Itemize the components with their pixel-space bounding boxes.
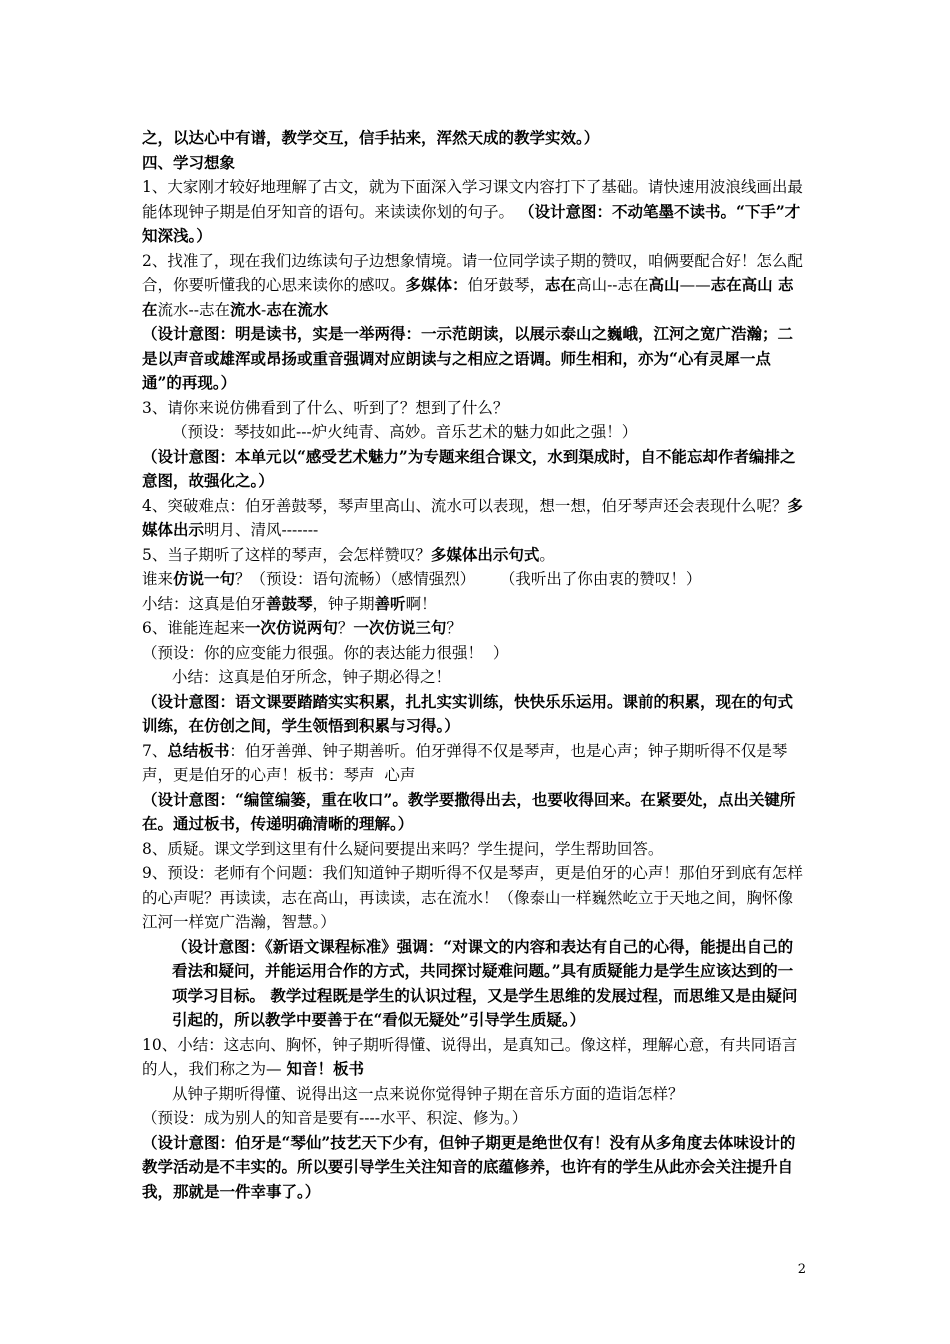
bold-text-run: 多媒体出示 <box>142 495 803 539</box>
bold-text-run: 善听 <box>374 593 406 613</box>
bold-text-run: （设计意图：不动笔墨不读书。“下手”才知深浅。） <box>142 201 801 245</box>
text-run: 。 <box>539 545 555 564</box>
paragraph <box>142 616 808 641</box>
page-number: 2 <box>797 1262 806 1277</box>
paragraph <box>142 641 808 666</box>
text-run: （预设：成为别人的知音是要有----水平、积淀、修为。） <box>142 1109 528 1127</box>
text-run: 小结：这真是伯牙 <box>142 594 267 613</box>
text-run: 高山--志在 <box>576 276 649 294</box>
paragraph <box>142 1033 808 1082</box>
paragraph <box>142 151 808 176</box>
paragraph <box>142 543 808 568</box>
bold-text-run: 仿说一句 <box>173 569 236 588</box>
text-run: 1、大家刚才较好地理解了古文，就为下面深入学习课文内容打下了基础。请快速用波浪线画出最能体现钟子期是伯牙知音的语句。来读读你划的句子。 <box>142 178 803 221</box>
bold-text-run: 知音！板书 <box>286 1059 364 1078</box>
text-run: 谁来 <box>142 570 174 588</box>
paragraph <box>142 935 808 1033</box>
paragraph <box>142 1106 808 1131</box>
paragraph <box>142 788 808 837</box>
text-run: ？ <box>337 619 354 637</box>
paragraph <box>142 739 808 788</box>
bold-text-run: 流水 <box>230 299 262 319</box>
bold-text-run: （设计意图：《新语文课程标准》强调：“对课文的内容和表达有自己的心得，能提出自己的看法和疑问，并能运用合作的方式，共同探讨疑难问题。”具有质疑能力是学生应该达到的一项学习目标。 教学过程既是学生的认识过程，又是学生思维的发展过程，而思维又是由疑问引起的，所以教学中要善于在“看似无疑处”引导学生质疑。） <box>172 936 798 1029</box>
text-run: 从钟子期听得懂、说得出这一点来说你觉得钟子期在音乐方面的造诣怎样？ <box>172 1084 684 1103</box>
bold-text-run: （设计意图：本单元以“感受艺术魅力”为专题来组合课文，水到渠成时，自不能忘却作者编排之意图，故强化之。） <box>142 446 796 490</box>
text-run: - <box>261 300 267 319</box>
text-run: 8、质疑。课文学到这里有什么疑问要提出来吗？学生提问，学生帮助回答。 <box>142 839 664 858</box>
paragraph <box>142 175 808 249</box>
bold-text-run: （设计意图：“编筐编篓，重在收口”。教学要撒得出去，也要收得回来。在紧要处，点出关键所在。通过板书，传递明确清晰的理解。） <box>142 789 796 833</box>
bold-text-run: 一次仿说三句 <box>353 618 447 637</box>
paragraph <box>142 592 808 617</box>
text-run: 3、请你来说仿佛看到了什么、听到了？想到了什么？ <box>142 398 509 417</box>
text-run: 流水--志在 <box>157 300 230 319</box>
text-run: （预设：琴技如此---炉火纯青、高妙。音乐艺术的魅力如此之强！） <box>172 423 638 441</box>
bold-text-run: 志在 <box>545 275 577 294</box>
paragraph <box>142 861 808 935</box>
text-run: 2、找准了，现在我们边练读句子边想象情境。请一位同学读子期的赞叹，咱俩要配合好！怎么配合，你要听懂我的心思来读你的感叹。 <box>142 251 803 294</box>
paragraph <box>142 126 808 151</box>
bold-text-run: 之，以达心中有谱，教学交互，信手拈来，浑然天成的教学实效。） <box>142 128 600 147</box>
paragraph <box>142 322 808 396</box>
text-run: 明月、清风------- <box>204 521 319 539</box>
bold-text-run: 总结板书 <box>167 740 230 760</box>
bold-text-run: 四、学习想象 <box>142 152 236 172</box>
text-run: 5、当子期听了这样的琴声，会怎样赞叹？ <box>142 545 431 564</box>
text-run: 9、预设：老师有个问题：我们知道钟子期听得不仅是琴声，更是伯牙的心声！那伯牙到底有怎样的心声呢？再读读，志在高山，再读读，志在流水！（像泰山一样巍然屹立于天地之间，胸怀像江河一样宽广浩瀚，智慧。） <box>142 864 803 931</box>
text-run: ？（预设：语句流畅）（感情强烈） （我听出了你由衷的赞叹！） <box>235 570 702 588</box>
text-run: ：伯牙善弹、钟子期善听。伯牙弹得不仅是琴声，也是心声；钟子期听得不仅是琴声，更是伯牙的心声！板书：琴声 心声 <box>142 741 788 784</box>
text-run: 伯牙鼓琴， <box>467 276 546 294</box>
paragraph <box>142 396 808 421</box>
paragraph <box>142 690 808 739</box>
paragraph <box>142 1131 808 1205</box>
bold-text-run: 善鼓琴 <box>266 593 313 613</box>
text-run: 啊！ <box>405 594 437 613</box>
paragraph <box>142 494 808 543</box>
bold-text-run: （设计意图：伯牙是“琴仙”技艺天下少有，但钟子期更是绝世仅有！没有从多角度去体味设计的教学活动是不丰实的。所以要引导学生关注知音的底蕴修养，也许有的学生从此亦会关注提升自我，那就是一件幸事了。） <box>142 1132 796 1201</box>
paragraph <box>142 249 808 323</box>
bold-text-run: （设计意图：明是读书，实是一举两得：一示范朗读，以展示泰山之巍峨，江河之宽广浩瀚；二是以声音或雄浑或昂扬或重音强调对应朗读与之相应之语调。师生相和，亦为“心有灵犀一点通”的再现。） <box>142 324 794 392</box>
text-run: ，钟子期 <box>312 594 375 613</box>
paragraph <box>142 445 808 494</box>
bold-text-run: （设计意图：语文课要踏踏实实积累，扎扎实实训练，快快乐乐运用。课前的积累，现在的句式训练，在仿创之间，学生领悟到积累与习得。） <box>142 691 794 735</box>
text-run: 7、 <box>142 741 168 760</box>
bold-text-run: 志在流水 <box>266 299 329 319</box>
text-run: ？ <box>446 619 462 637</box>
bold-text-run: 多媒体： <box>405 275 468 294</box>
bold-text-run: 志在高山 志在 <box>142 275 794 319</box>
text-run: 6、谁能连起来 <box>142 619 245 637</box>
text-run: 4、突破难点：伯牙善鼓琴，琴声里高山、流水可以表现，想一想，伯牙琴声还会表现什么呢？ <box>142 496 788 515</box>
bold-text-run: 一次仿说两句 <box>244 618 338 637</box>
paragraph <box>142 665 808 690</box>
bold-text-run: 高山 <box>648 275 680 294</box>
paragraph <box>142 1082 808 1107</box>
text-run: 10、小结：这志向、胸怀，钟子期听得懂、说得出，是真知己。像这样，理解心意，有共同语言的人，我们称之为— <box>142 1035 798 1078</box>
paragraph <box>142 567 808 592</box>
text-run: —— <box>679 276 711 294</box>
paragraph <box>142 837 808 862</box>
text-run: 小结：这真是伯牙所念，钟子期必得之！ <box>172 668 452 686</box>
bold-text-run: 多媒体出示句式 <box>430 544 540 564</box>
paragraph <box>142 420 808 445</box>
text-run: （预设：你的应变能力很强。你的表达能力很强！ ） <box>142 643 509 662</box>
document-body <box>142 126 808 1204</box>
